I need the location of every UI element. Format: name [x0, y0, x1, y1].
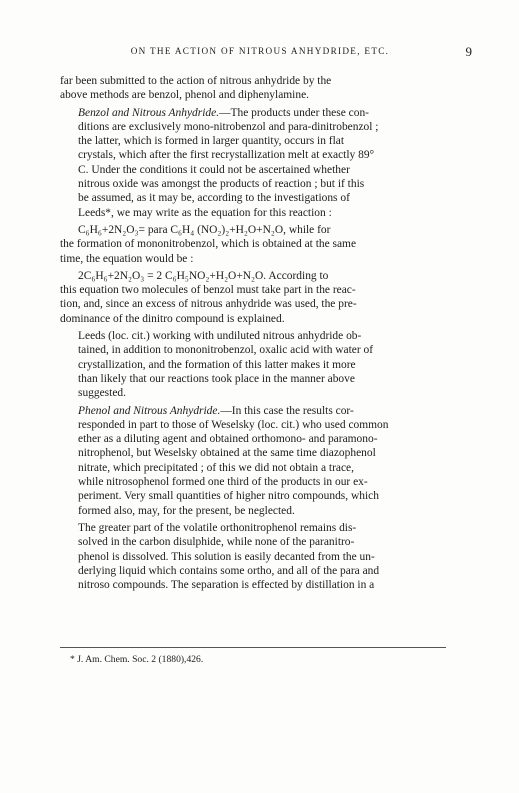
text-line: nitrous oxide was amongst the products of reaction ; but if this [78, 178, 365, 191]
text-line: nitroso compounds. The separation is effected by distillation in a [78, 579, 375, 592]
text-line: Leeds*, we may write as the equation for this reaction : [78, 206, 332, 219]
paragraph-orthonitrophenol [60, 521, 446, 592]
text-line: be assumed, as it may be, according to the investigations of [78, 192, 350, 205]
equation-paragraph-2 [60, 269, 446, 326]
running-title: ON THE ACTION OF NITROUS ANHYDRIDE, ETC. [130, 46, 390, 56]
text-line: than likely that our reactions took place in the manner above [78, 372, 355, 385]
text-line: The greater part of the volatile orthonitrophenol remains dis- [78, 521, 357, 534]
paragraph-leeds [60, 329, 446, 400]
page-header [60, 44, 472, 60]
text-line: Leeds (loc. cit.) working with undiluted nitrous anhydride ob- [78, 330, 362, 343]
text-line: tained, in addition to mononitrobenzol, oxalic acid with water of [78, 344, 374, 357]
section-heading-phenol: Phenol and Nitrous Anhydride. [78, 404, 221, 417]
text-line: the latter, which is formed in larger quantity, occurs in flat [78, 135, 345, 148]
text-line: periment. Very small quantities of higher nitro compounds, which [78, 490, 379, 503]
text-line: responded in part to those of Weselsky (loc. cit.) who used common [78, 418, 389, 431]
text-line: phenol is dissolved. This solution is easily decanted from the un- [78, 550, 375, 563]
text-line: suggested. [78, 387, 126, 400]
page-number: 9 [465, 44, 472, 59]
text-fragment: —The products under these con- [219, 106, 369, 119]
text-line: nitrophenol, but Weselsky obtained at the same time diazophenol [78, 447, 376, 460]
section-heading-benzol: Benzol and Nitrous Anhydride. [78, 106, 220, 119]
paragraph-benzol [60, 106, 446, 220]
footnote: * J. Am. Chem. Soc. 2 (1880),426. [70, 654, 204, 665]
text-line: crystallization, and the formation of this latter makes it more [78, 358, 356, 371]
text-line: dominance of the dinitro compound is explained. [60, 312, 285, 325]
text-line: formed also, may, for the present, be neglected. [78, 504, 295, 517]
body-text [60, 74, 446, 592]
text-line: while nitrosophenol formed one third of the products in our ex- [78, 476, 368, 489]
text-line: far been submitted to the action of nitrous anhydride by the [60, 75, 332, 87]
text-line: nitrate, which precipitated ; of this we did not obtain a trace, [78, 461, 354, 474]
equation-paragraph-1 [60, 223, 446, 266]
text-line: above methods are benzol, phenol and diphenylamine. [60, 89, 310, 102]
text-line: crystals, which after the first recrystallization melt at exactly 89° [78, 149, 375, 162]
text-fragment: —In this case the results cor- [220, 404, 354, 417]
text-line [60, 404, 446, 418]
text-line: ditions are exclusively mono-nitrobenzol and para-dinitrobenzol ; [78, 120, 379, 133]
text-line: C. Under the conditions it could not be ascertained whether [78, 163, 350, 176]
text-line: ether as a diluting agent and obtained orthomono- and paramono- [78, 433, 378, 446]
equation-1: C₆H₆+2N₂O₃= para C₆H₄ (NO₂)₂+H₂O+N₂O, while for [78, 223, 331, 236]
equation-2: 2C₆H₆+2N₂O₃ = 2 C₆H₅NO₂+H₂O+N₂O. According to [78, 269, 329, 282]
paragraph-1 [60, 74, 446, 103]
text-line: solved in the carbon disulphide, while none of the paranitro- [78, 536, 355, 549]
text-line: derlying liquid which contains some ortho, and all of the para and [78, 564, 380, 577]
text-line: the formation of mononitrobenzol, which is obtained at the same [60, 238, 357, 251]
text-line: time, the equation would be : [60, 252, 194, 265]
text-line [60, 106, 446, 120]
paragraph-phenol [60, 404, 446, 518]
text-line: tion, and, since an excess of nitrous anhydride was used, the pre- [60, 298, 357, 311]
footnote-divider [60, 647, 446, 648]
text-line: this equation two molecules of benzol must take part in the reac- [60, 284, 356, 297]
